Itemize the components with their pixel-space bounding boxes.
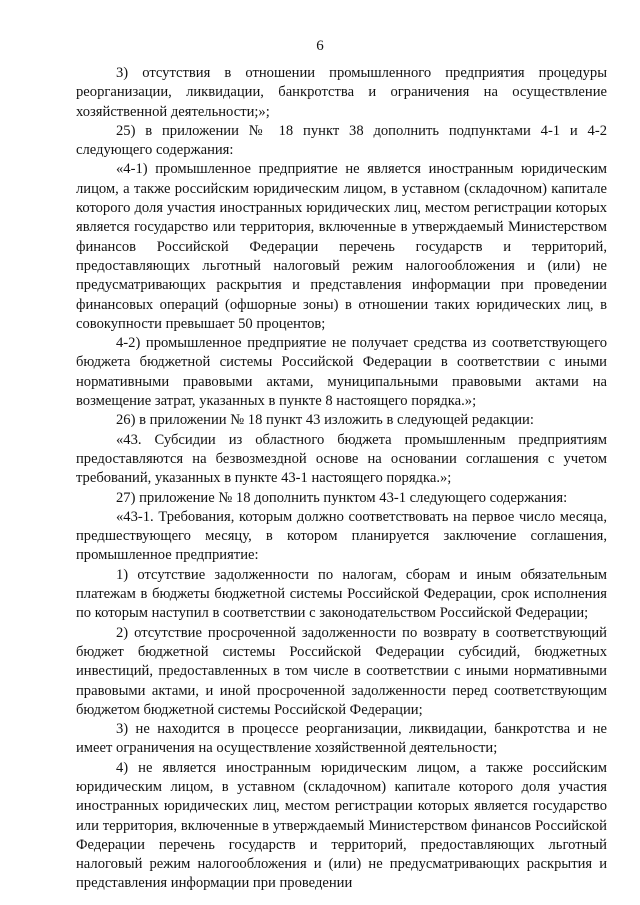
paragraph-requirement-3: 3) не находится в процессе реорганизации, ликвидации, банкротства и не имеет ограничения на осуществление хозяйственной деятельности; xyxy=(76,721,607,757)
paragraph-item-27: 27) приложение № 18 дополнить пунктом 43-1 следующего содержания: xyxy=(116,489,568,506)
paragraph-item-3: 3) отсутствия в отношении промышленного предприятия процедуры реорганизации, ликвидации, банкротства и ограничения на осуществление хозяйственной деятельности;»; xyxy=(76,65,607,120)
paragraph-clause-43: «43. Субсидии из областного бюджета промышленным предприятиям предоставляются на безвозмездной основе на основании соглашения с учетом требований, указанных в пункте 43-1 настоящего порядка.»; xyxy=(76,431,607,487)
paragraph-requirement-1: 1) отсутствие задолженности по налогам, сборам и иным обязательным платежам в бюджеты бюджетной системы Российской Федерации, срок исполнения по которым наступил в соответствии с законодательством Российской Федерации; xyxy=(76,566,607,622)
paragraph-subitem-4-2: 4-2) промышленное предприятие не получает средства из соответствующего бюджета бюджетной системы Российской Федерации в соответствии с иными нормативными правовыми актами, муниципальными правовыми актами на возмещение затрат, указанных в пункте 8 настоящего порядка.»; xyxy=(76,335,607,410)
paragraph-clause-43-1: «43-1. Требования, которым должно соответствовать на первое число месяца, предшествующего месяцу, в котором планируется заключение соглашения, промышленное предприятие: xyxy=(76,508,607,564)
paragraph-subitem-4-1: «4-1) промышленное предприятие не является иностранным юридическим лицом, а также российским юридическим лицом, в уставном (складочном) капитале которого доля участия иностранных юридических лиц, местом регистрации которых является государство или территория, включенные в утверждаемый Министерством финансов Российской Федерации перечень государств и территорий, предоставляющих льготный налоговый режим налогообложения и (или) не предусматривающих раскрытия и представления информации при проведении финансовых операций (офшорные зоны) в отношении таких юридических лиц, в совокупности превышает 50 процентов; xyxy=(76,161,607,332)
paragraph-requirement-2: 2) отсутствие просроченной задолженности по возврату в соответствующий бюджет бюджетной системы Российской Федерации субсидий, бюджетных инвестиций, предоставленных в том числе в соответствии с иными нормативными правовыми актами, и иной просроченной задолженности перед соответствующим бюджетом бюджетной системы Российской Федерации; xyxy=(76,624,607,718)
paragraph-item-25: 25) в приложении № 18 пункт 38 дополнить подпунктами 4-1 и 4-2 следующего содержания: xyxy=(76,122,607,159)
page-number: 6 xyxy=(316,38,324,54)
document-body xyxy=(76,64,607,894)
paragraph-item-26: 26) в приложении № 18 пункт 43 изложить в следующей редакции: xyxy=(116,412,534,429)
paragraph-requirement-4: 4) не является иностранным юридическим лицом, а также российским юридическим лицом, в уставном (складочном) капитале которого доля участия иностранных юридических лиц, местом регистрации которых является государство или территория, включенные в утверждаемый Министерством финансов Российской Федерации перечень государств и территорий, предоставляющих льготный налоговый режим налогообложения и (или) не предусматривающих раскрытия и представления информации при проведении xyxy=(76,759,607,892)
